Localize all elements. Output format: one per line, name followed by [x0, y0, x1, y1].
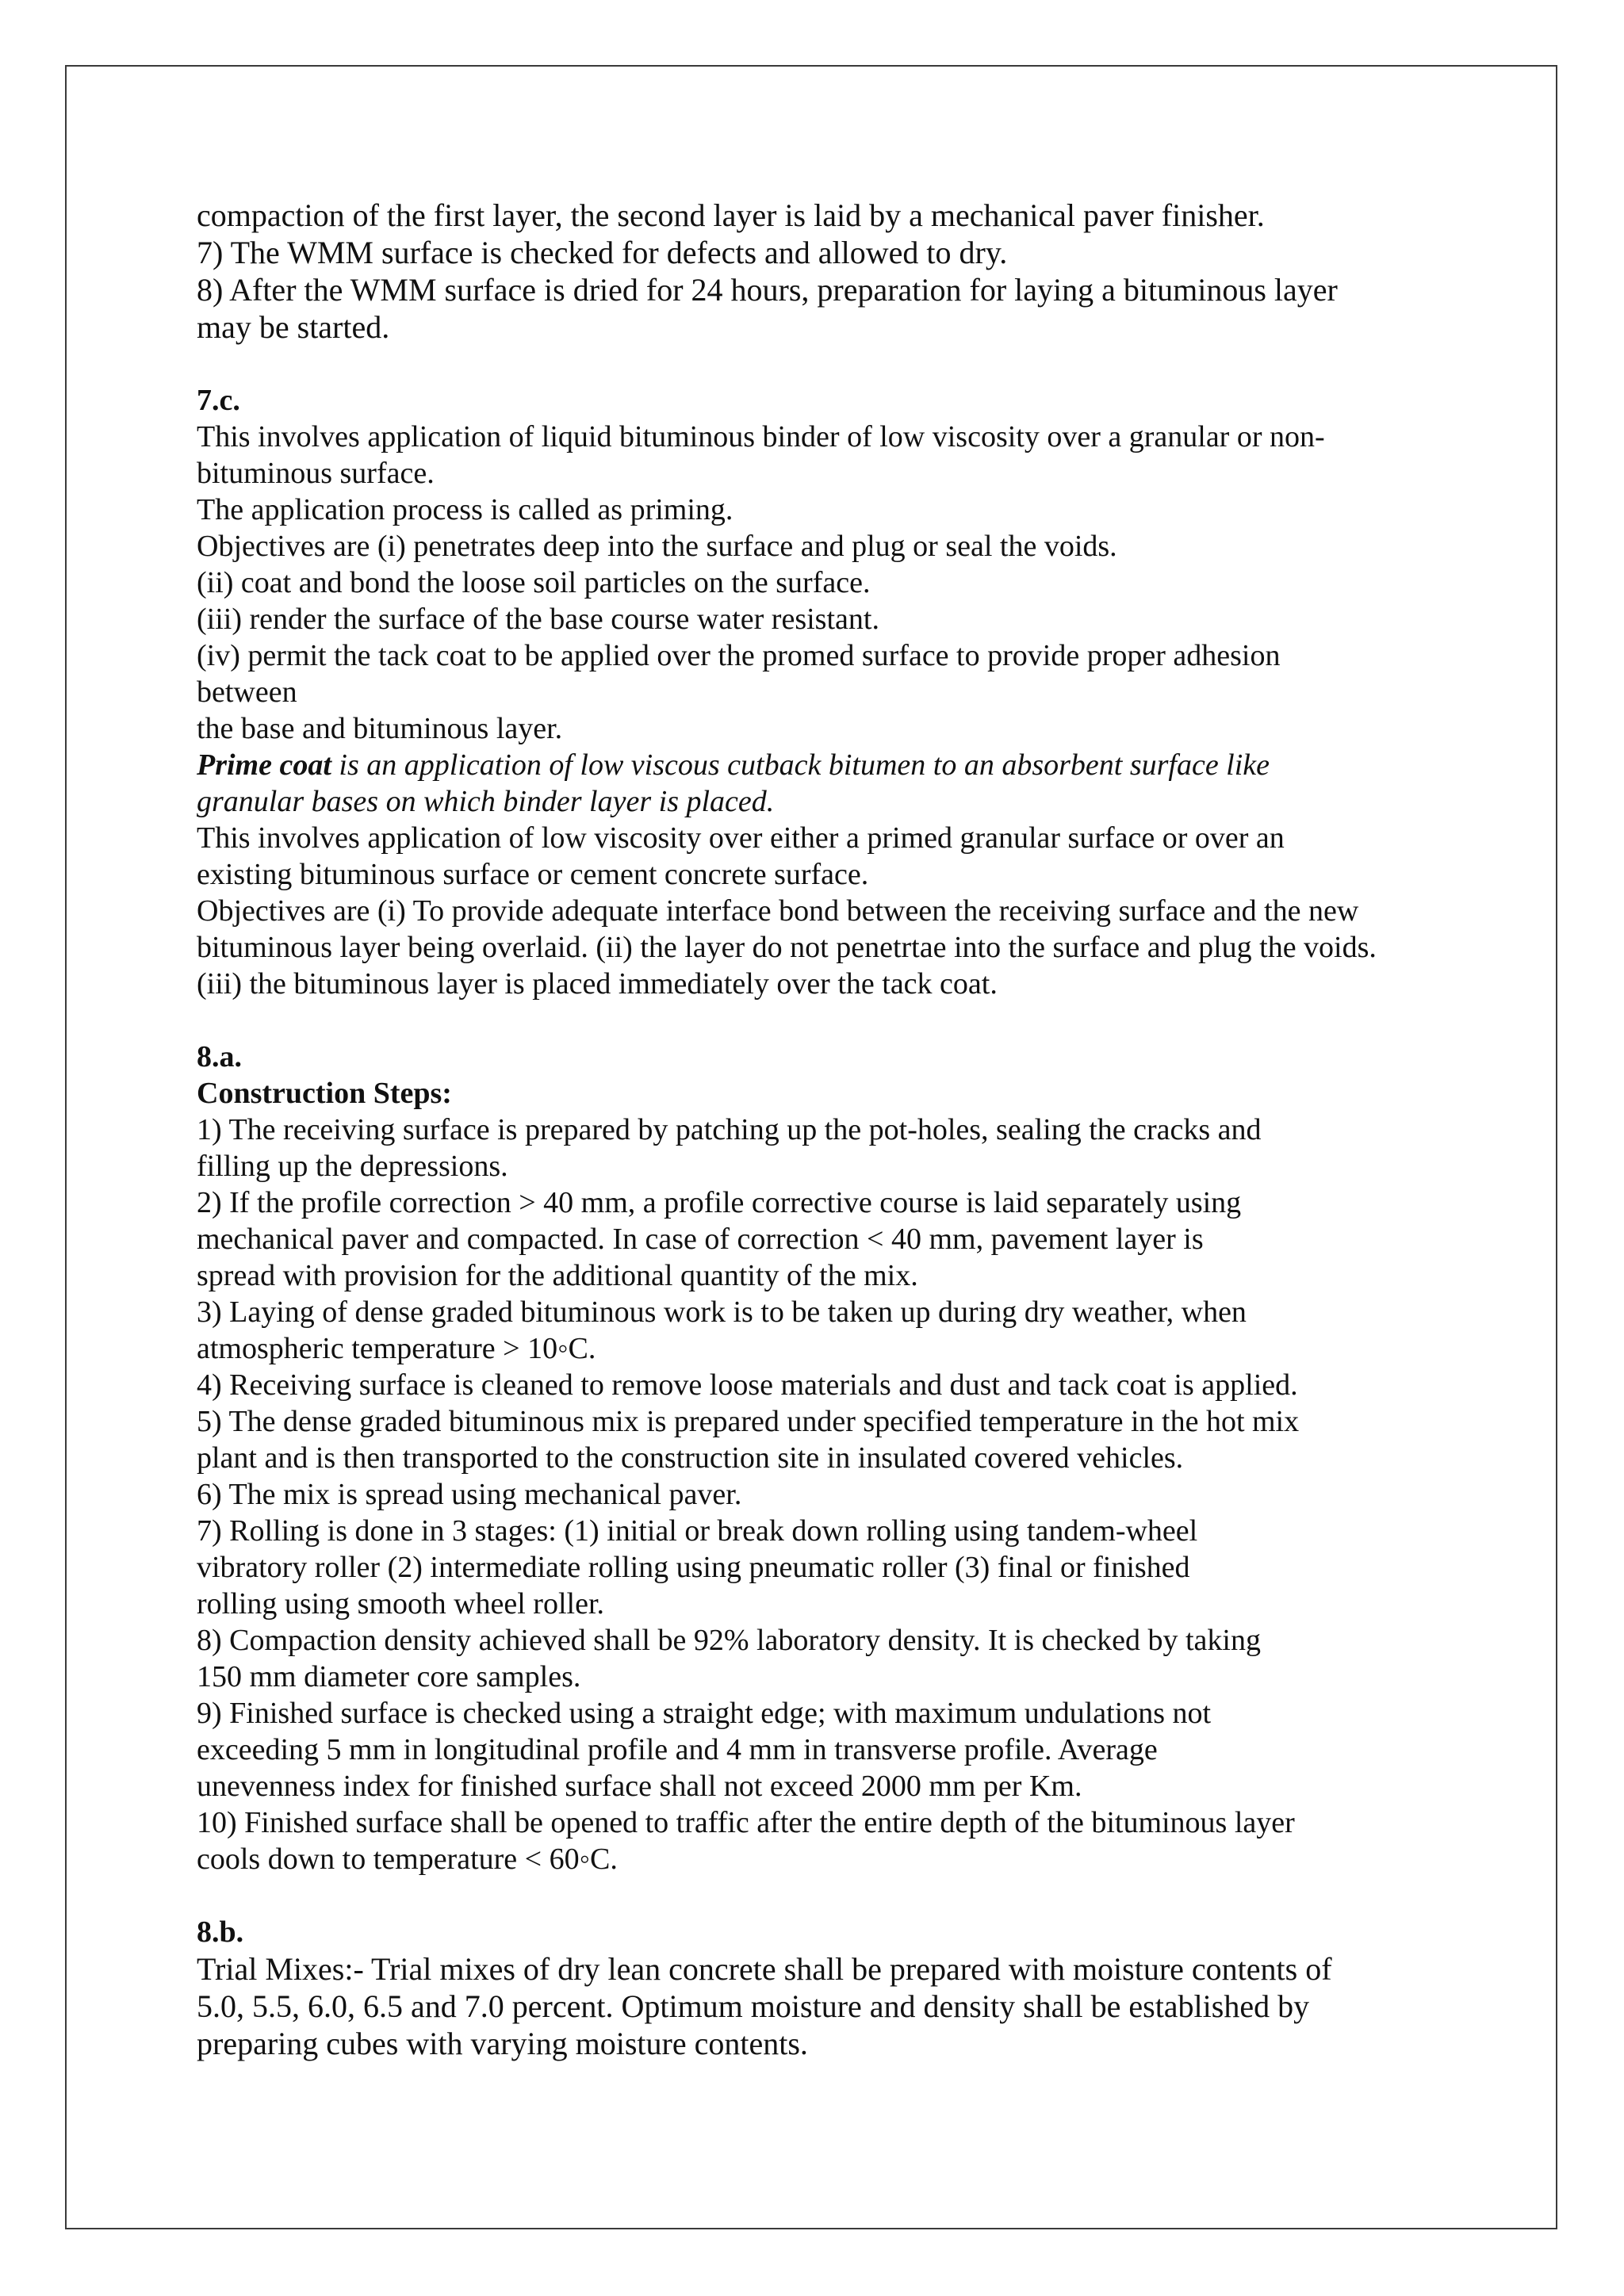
spacer — [197, 346, 1465, 382]
text-line: 7) Rolling is done in 3 stages: (1) initial or break down rolling using tandem-wheel — [197, 1514, 1198, 1548]
section-8a — [197, 1039, 1465, 1877]
prime-coat-text: is an application of low viscous cutback bitumen to an absorbent surface like — [331, 748, 1270, 782]
intro-block — [197, 197, 1465, 346]
section-7c — [197, 382, 1465, 1002]
text-line: exceeding 5 mm in longitudinal profile and 4 mm in transverse profile. Average — [197, 1733, 1158, 1766]
text-line: 4) Receiving surface is cleaned to remove loose materials and dust and tack coat is applied. — [197, 1368, 1298, 1402]
spacer — [197, 1877, 1465, 1914]
text-line: cools down to temperature < 60◦C. — [197, 1843, 618, 1876]
text-line: 1) The receiving surface is prepared by patching up the pot-holes, sealing the cracks and — [197, 1113, 1262, 1146]
text-line: unevenness index for finished surface shall not exceed 2000 mm per Km. — [197, 1770, 1082, 1803]
text-line: 7) The WMM surface is checked for defects and allowed to dry. — [197, 235, 1008, 270]
text-line: the base and bituminous layer. — [197, 712, 563, 745]
text-line: 5.0, 5.5, 6.0, 6.5 and 7.0 percent. Optimum moisture and density shall be established by — [197, 1988, 1310, 2024]
section-heading: 8.a. — [197, 1040, 242, 1073]
text-line: This involves application of low viscosity over either a primed granular surface or over an — [197, 821, 1285, 855]
section-subheading: Construction Steps: — [197, 1077, 452, 1110]
text-line: Trial Mixes:- Trial mixes of dry lean concrete shall be prepared with moisture contents of — [197, 1951, 1332, 1987]
text-line: vibratory roller (2) intermediate rolling using pneumatic roller (3) final or finished — [197, 1551, 1190, 1584]
prime-coat-text: granular bases on which binder layer is placed. — [197, 785, 775, 818]
text-line: (iii) render the surface of the base course water resistant. — [197, 603, 879, 636]
text-line: 10) Finished surface shall be opened to traffic after the entire depth of the bituminous layer — [197, 1806, 1295, 1839]
text-line: Objectives are (i) penetrates deep into the surface and plug or seal the voids. — [197, 530, 1117, 563]
text-line: existing bituminous surface or cement concrete surface. — [197, 858, 869, 891]
text-line: rolling using smooth wheel roller. — [197, 1587, 605, 1621]
text-line: The application process is called as priming. — [197, 493, 733, 526]
text-line: may be started. — [197, 309, 390, 345]
text-line: bituminous surface. — [197, 457, 435, 490]
text-line: between — [197, 675, 297, 709]
text-line: preparing cubes with varying moisture contents. — [197, 2026, 808, 2061]
text-line: bituminous layer being overlaid. (ii) the layer do not penetrtae into the surface and plug the voids. — [197, 931, 1377, 964]
text-line: compaction of the first layer, the second layer is laid by a mechanical paver finisher. — [197, 197, 1265, 233]
text-line: plant and is then transported to the construction site in insulated covered vehicles. — [197, 1441, 1184, 1475]
text-line: filling up the depressions. — [197, 1150, 508, 1183]
text-line: (iv) permit the tack coat to be applied over the promed surface to provide proper adhesion — [197, 639, 1281, 672]
text-line: 8) Compaction density achieved shall be 92% laboratory density. It is checked by taking — [197, 1624, 1261, 1657]
text-line: 3) Laying of dense graded bituminous work is to be taken up during dry weather, when — [197, 1295, 1247, 1329]
text-line: mechanical paver and compacted. In case of correction < 40 mm, pavement layer is — [197, 1223, 1204, 1256]
text-line: 2) If the profile correction > 40 mm, a profile corrective course is laid separately using — [197, 1186, 1242, 1219]
text-line: Objectives are (i) To provide adequate interface bond between the receiving surface and the new — [197, 894, 1359, 928]
text-line: (iii) the bituminous layer is placed immediately over the tack coat. — [197, 967, 998, 1001]
section-8b — [197, 1914, 1465, 2062]
text-line: This involves application of liquid bituminous binder of low viscosity over a granular or non- — [197, 420, 1325, 453]
text-line: 8) After the WMM surface is dried for 24 hours, preparation for laying a bituminous layer — [197, 272, 1338, 308]
text-line: atmospheric temperature > 10◦C. — [197, 1332, 596, 1365]
prime-coat-definition — [197, 747, 1465, 783]
spacer — [197, 1002, 1465, 1039]
section-heading: 7.c. — [197, 384, 240, 417]
section-heading: 8.b. — [197, 1915, 244, 1949]
text-line: 5) The dense graded bituminous mix is prepared under specified temperature in the hot mix — [197, 1405, 1300, 1438]
text-line: 9) Finished surface is checked using a straight edge; with maximum undulations not — [197, 1697, 1212, 1730]
text-line: (ii) coat and bond the loose soil particles on the surface. — [197, 566, 871, 599]
prime-coat-term: Prime coat — [197, 748, 331, 782]
text-line: 6) The mix is spread using mechanical paver. — [197, 1478, 742, 1511]
text-line: spread with provision for the additional quantity of the mix. — [197, 1259, 918, 1292]
text-line: 150 mm diameter core samples. — [197, 1660, 581, 1693]
document-body — [197, 197, 1465, 2062]
